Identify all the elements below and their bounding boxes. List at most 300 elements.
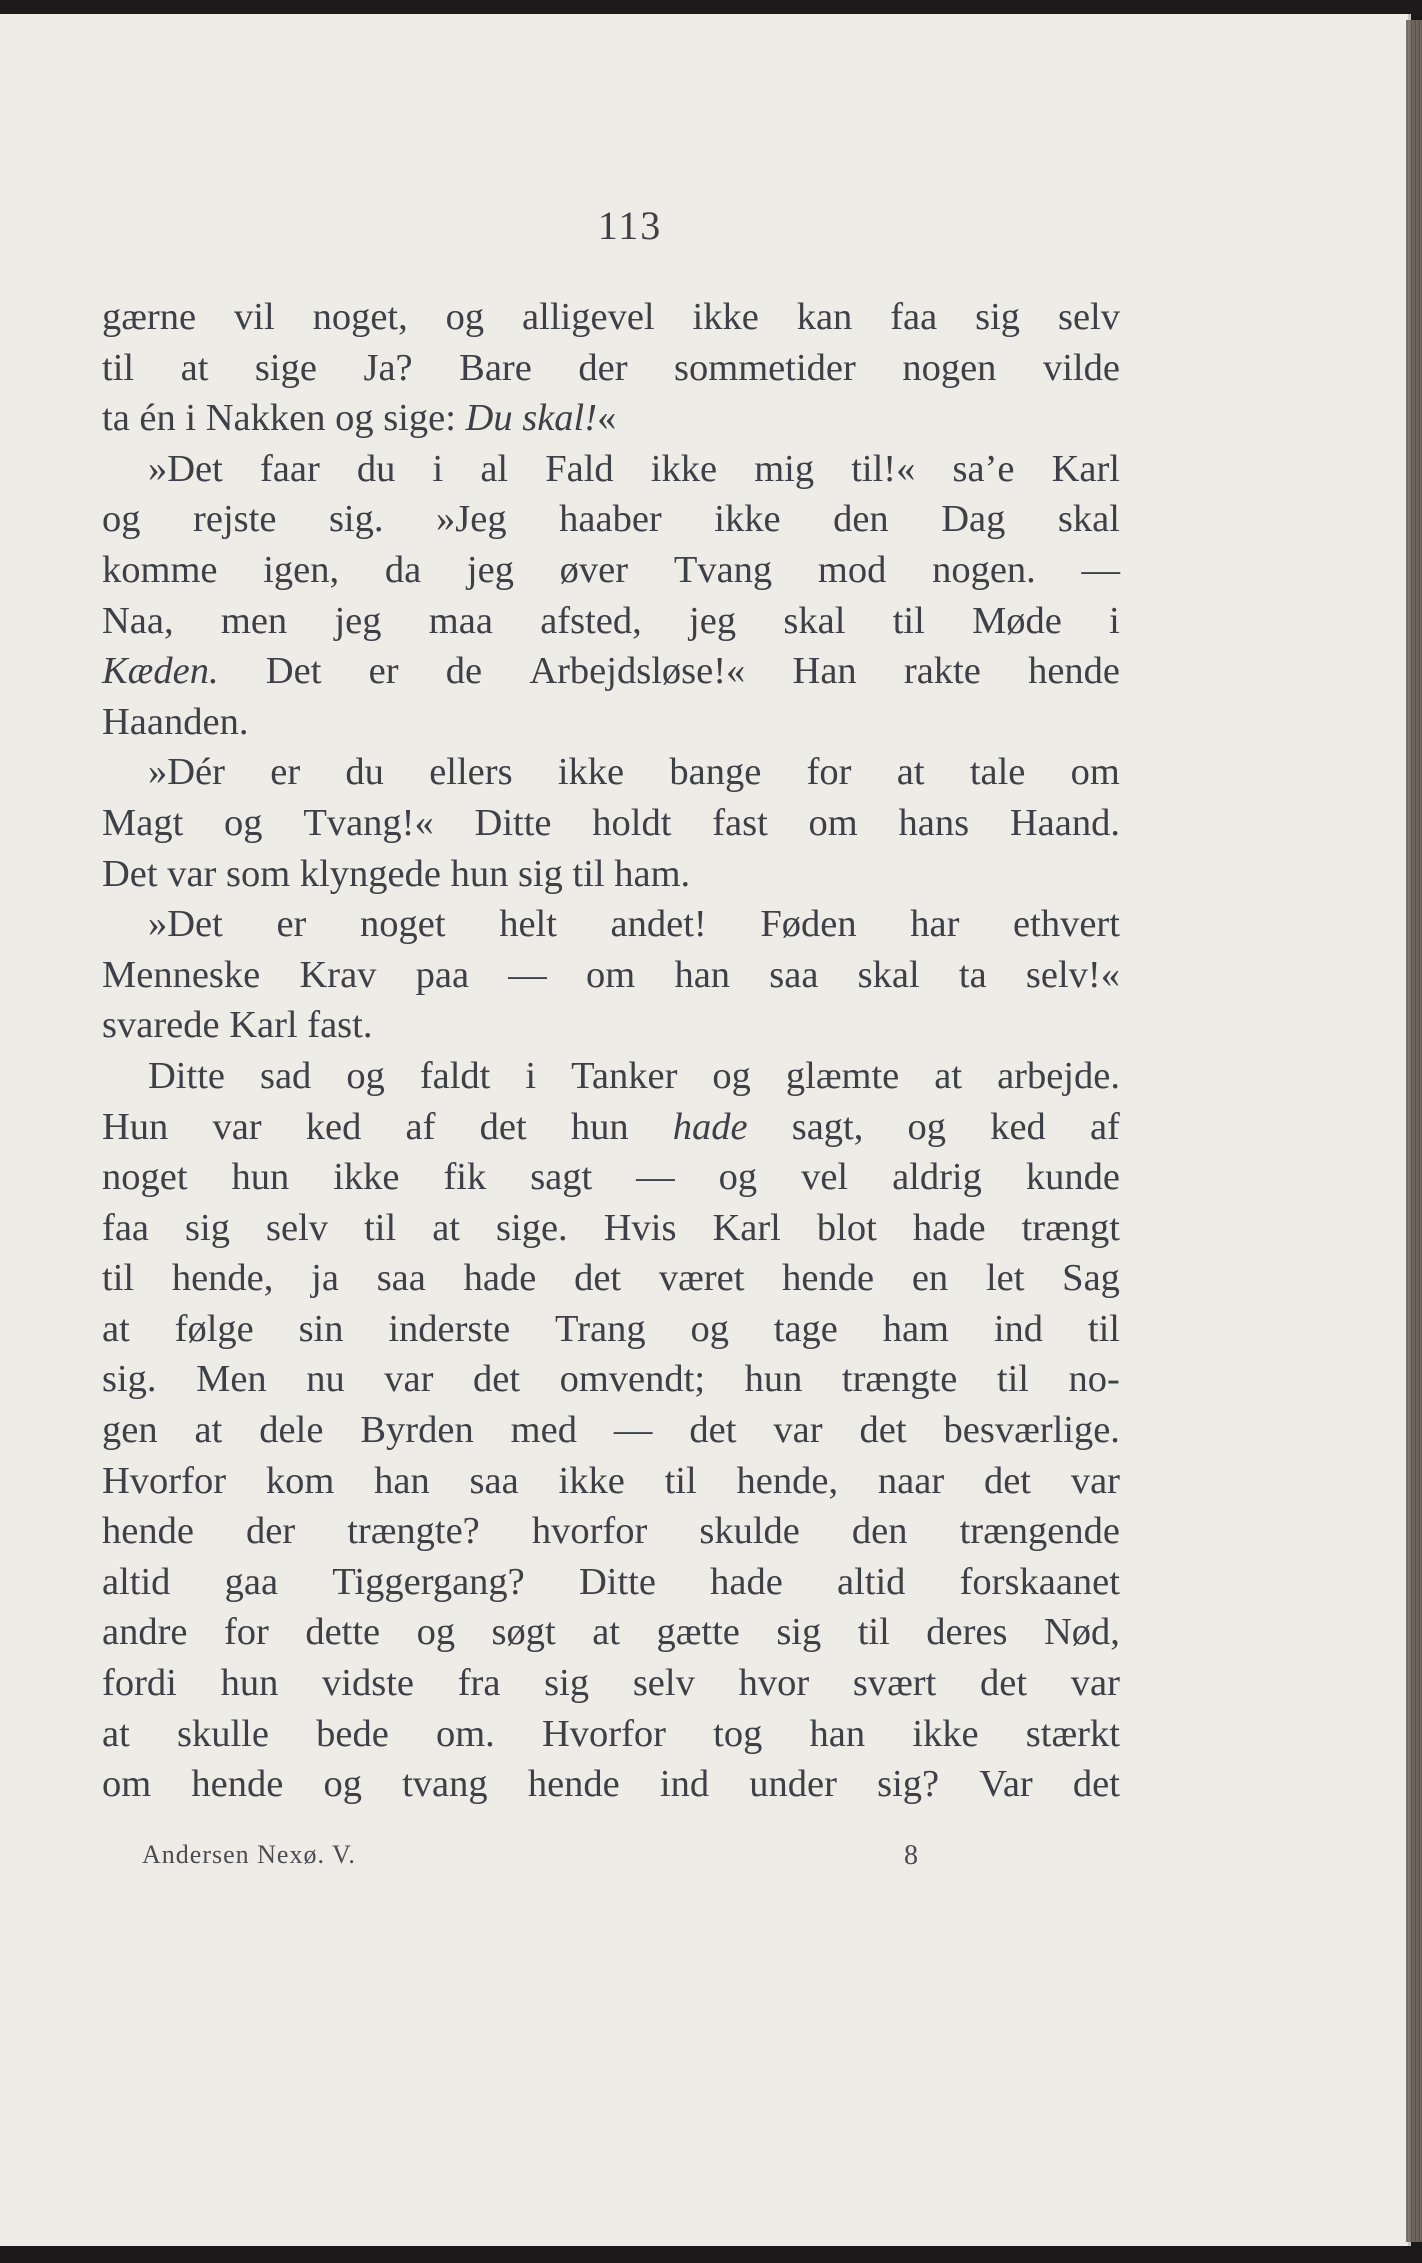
text-word: afsted, [540, 599, 642, 642]
text-word: nogen [902, 346, 997, 389]
text-word: Hun [102, 1105, 169, 1148]
text-word: klyngede [299, 852, 451, 895]
text-word: at [432, 1206, 460, 1249]
text-word: « [597, 397, 617, 440]
text-word: til [364, 1206, 397, 1249]
text-line [102, 1405, 1120, 1456]
text-word: Naa, [102, 599, 174, 642]
text-word: det [980, 1662, 1028, 1705]
text-word: selv [1057, 296, 1120, 338]
text-word: sige: [383, 397, 466, 440]
text-word: og [346, 1054, 385, 1097]
text-word: besværlige. [943, 1409, 1120, 1452]
text-word: i [525, 1054, 537, 1097]
text-word: at [934, 1054, 963, 1097]
text-word: selv [266, 1206, 329, 1249]
text-word: i [185, 397, 206, 440]
text-word: sin [298, 1307, 344, 1350]
text-word: der [578, 346, 628, 389]
text-word: tog [713, 1712, 763, 1755]
text-word: det [479, 1105, 527, 1148]
text-word: var [1070, 1459, 1120, 1502]
text-word: ked [305, 1105, 362, 1148]
text-word: til [996, 1358, 1029, 1401]
text-word: naar [877, 1459, 945, 1502]
text-word: hende [527, 1763, 620, 1806]
text-line [102, 1000, 1120, 1051]
text-line [102, 393, 1120, 444]
text-word: nogen. [932, 548, 1036, 591]
text-word: bange [669, 751, 762, 794]
text-word: til [892, 599, 925, 642]
text-word: stærkt [1025, 1712, 1120, 1755]
text-word: Føden [760, 903, 857, 946]
text-word: Arbejdsløse!« [529, 650, 746, 693]
text-line [102, 747, 1120, 798]
text-word: sa’e [952, 447, 1015, 490]
text-word: og [224, 801, 263, 844]
text-line [102, 1607, 1120, 1658]
text-word: Bare [459, 346, 532, 389]
text-word: Var [979, 1763, 1033, 1806]
text-word: om. [435, 1712, 495, 1755]
text-word: forskaanet [959, 1560, 1120, 1603]
text-word: er [276, 903, 307, 946]
text-word: til [102, 1257, 135, 1300]
text-line [102, 899, 1120, 950]
text-word: trængte? [347, 1510, 480, 1553]
text-word: »Jeg [436, 498, 507, 541]
text-word: i [432, 447, 444, 490]
text-word: sagt [530, 1156, 593, 1199]
text-word: vilde [1042, 346, 1120, 389]
text-word: den [851, 1510, 908, 1553]
text-word: til [857, 1611, 890, 1654]
text-word: gærne [102, 296, 197, 338]
text-word: sig [185, 1206, 230, 1249]
text-word: svarede [102, 1004, 230, 1047]
text-word: at [896, 751, 925, 794]
text-word: saa [376, 1257, 426, 1300]
text-word: selv!« [1025, 953, 1120, 996]
text-word: og [712, 1054, 751, 1097]
text-word: hende, [736, 1459, 839, 1502]
text-word: Dag [941, 498, 1006, 541]
text-word: »Dér [148, 751, 225, 794]
body-text [102, 292, 1120, 1810]
text-word: Haand. [1009, 801, 1120, 844]
text-word: sig [776, 1611, 822, 1654]
text-word: til [1087, 1307, 1120, 1350]
text-word: andre [102, 1611, 188, 1654]
text-word: tage [773, 1307, 838, 1350]
text-line [102, 1102, 1120, 1153]
text-word: Byrden [360, 1409, 474, 1452]
text-word: Krav [299, 953, 377, 996]
text-word: paa [415, 953, 470, 996]
text-word: vidste [322, 1662, 414, 1705]
text-word: fra [457, 1662, 501, 1705]
text-word: hende, [171, 1257, 274, 1300]
text-word: i [1109, 599, 1120, 642]
text-word: sig [975, 296, 1021, 338]
text-line [102, 1354, 1120, 1405]
text-word: Tvang!« [303, 801, 434, 844]
text-word: hende [782, 1257, 875, 1300]
text-word: omvendt; [559, 1358, 706, 1401]
text-word: aldrig [892, 1156, 982, 1199]
text-word: Tanker [571, 1054, 678, 1097]
text-word: ta [102, 397, 140, 440]
text-word: skal [783, 599, 846, 642]
text-word: til [664, 1459, 697, 1502]
text-word: arbejde. [997, 1054, 1120, 1097]
text-word: komme [102, 548, 218, 591]
text-word: det [859, 1409, 907, 1452]
text-word: sig? [877, 1763, 940, 1806]
text-word: Menneske [102, 953, 261, 996]
text-word: om [808, 801, 858, 844]
text-word: han [674, 953, 731, 996]
text-word: ikke [692, 296, 759, 338]
text-word: Haanden. [102, 700, 249, 743]
text-word: skulle [176, 1712, 269, 1755]
text-word: skal [857, 953, 920, 996]
text-word: sige [254, 346, 317, 389]
text-word: tvang [402, 1763, 488, 1806]
text-word: ellers [429, 751, 513, 794]
text-word: du [356, 447, 396, 490]
text-word: deres [926, 1611, 1008, 1654]
text-word: var [212, 1105, 262, 1148]
text-line [102, 444, 1120, 495]
text-word: kom [265, 1459, 335, 1502]
text-word: mig [754, 447, 815, 490]
text-word: faa [102, 1206, 149, 1249]
text-word: som [226, 852, 300, 895]
text-line [102, 343, 1120, 394]
text-word: ta [958, 953, 987, 996]
text-word: de [445, 650, 483, 693]
text-word: at [180, 346, 209, 389]
text-word: ikke [714, 498, 781, 541]
text-word: hvor [738, 1662, 810, 1705]
text-line [102, 545, 1120, 596]
text-word: — [508, 953, 547, 996]
text-word: en [911, 1257, 949, 1300]
text-word: ja [311, 1257, 339, 1300]
text-word: ikke [333, 1156, 400, 1199]
text-word: hun [744, 1358, 803, 1401]
text-word: Ditte [578, 1560, 656, 1603]
text-word: inderste [388, 1307, 511, 1350]
text-word: bede [316, 1712, 389, 1755]
text-word: altid [836, 1560, 906, 1603]
text-word: hvorfor [531, 1510, 648, 1553]
text-word: søgt [491, 1611, 556, 1654]
text-word: sommetider [674, 346, 856, 389]
text-word: og [445, 296, 485, 338]
text-word: blot [816, 1206, 877, 1249]
text-word: Sag [1062, 1257, 1120, 1300]
text-word: jeg [466, 548, 514, 591]
text-word: Det [102, 852, 168, 895]
text-word: og [416, 1611, 456, 1654]
text-word: hade [463, 1257, 537, 1300]
scan-top-border [0, 0, 1422, 14]
text-word: ked [990, 1105, 1046, 1148]
text-word: jeg [334, 599, 382, 642]
text-word: trængte [841, 1358, 958, 1401]
text-word: sagt, [791, 1105, 864, 1148]
text-word: vil [234, 296, 275, 338]
text-word: fordi [102, 1662, 177, 1705]
text-word: Trang [555, 1307, 646, 1350]
footer-author-volume: Andersen Nexø. V. [142, 1840, 356, 1869]
text-word: Hvis [603, 1206, 677, 1249]
text-word: om [586, 953, 636, 996]
text-line [102, 1152, 1120, 1203]
text-word: noget [102, 1156, 188, 1199]
text-word: sig [517, 852, 573, 895]
text-line [102, 1253, 1120, 1304]
text-word: rakte [903, 650, 981, 693]
text-word: ikke [650, 447, 718, 490]
footer-signature-mark: 8 [904, 1840, 919, 1871]
text-word: den [833, 498, 889, 541]
text-line [102, 1759, 1120, 1810]
text-word: han [809, 1712, 866, 1755]
page-stack-edge [1406, 20, 1422, 2242]
text-word: han [374, 1459, 430, 1502]
text-word: skal [1057, 498, 1120, 541]
text-line [102, 950, 1120, 1001]
text-word: ham. [614, 852, 691, 895]
text-line [102, 1051, 1120, 1102]
text-word: for [223, 1611, 269, 1654]
text-word: og [323, 1763, 362, 1806]
text-word: gen [102, 1409, 158, 1452]
text-word: Ja? [363, 346, 413, 389]
text-word: Tiggergang? [332, 1560, 525, 1603]
text-word: Nakken [205, 397, 336, 440]
text-word: andet! [610, 903, 707, 946]
text-word: men [220, 599, 288, 642]
text-word: trængende [959, 1510, 1120, 1553]
text-word: saa [469, 1459, 519, 1502]
text-word: hade [912, 1206, 986, 1249]
text-word: hende [191, 1763, 284, 1806]
text-word: hun [450, 852, 518, 895]
text-word: én [139, 397, 186, 440]
text-word: ethvert [1013, 903, 1120, 946]
text-word: med [510, 1409, 577, 1452]
text-word: — [636, 1156, 675, 1199]
text-word: faar [259, 447, 320, 490]
text-word: fik [443, 1156, 487, 1199]
text-word: det [1072, 1763, 1120, 1806]
text-word: været [658, 1257, 745, 1300]
text-word: Møde [972, 599, 1062, 642]
text-word: det [983, 1459, 1031, 1502]
text-word: no- [1068, 1358, 1120, 1401]
text-word: kunde [1025, 1156, 1120, 1199]
text-word: hun [231, 1156, 290, 1199]
text-word: Hvorfor [541, 1712, 666, 1755]
text-word: Du [465, 397, 523, 440]
text-word: Hvorfor [102, 1459, 227, 1502]
text-word: noget, [312, 296, 408, 338]
text-word: alligevel [522, 296, 655, 338]
text-word: hende [102, 1510, 194, 1553]
text-word: under [749, 1763, 837, 1806]
text-word: Det [265, 650, 322, 693]
text-word: ikke [912, 1712, 979, 1755]
text-word: ind [659, 1763, 710, 1806]
text-word: at [194, 1409, 223, 1452]
text-word: saa [769, 953, 819, 996]
text-word: ikke [557, 751, 625, 794]
text-word: ind [993, 1307, 1044, 1350]
text-word: var [1070, 1662, 1120, 1705]
text-word: at [102, 1307, 130, 1350]
text-line [102, 1557, 1120, 1608]
page-footer [142, 1840, 942, 1880]
text-word: trængt [1021, 1206, 1120, 1249]
text-word: helt [499, 903, 557, 946]
text-word: sig. [102, 1358, 157, 1401]
text-word: følge [174, 1307, 254, 1350]
text-word: hade [710, 1560, 783, 1603]
text-word: var [167, 852, 227, 895]
text-word: — [613, 1409, 653, 1452]
text-word: gaa [224, 1560, 279, 1603]
text-word: mod [817, 548, 887, 591]
text-word: og [690, 1307, 729, 1350]
text-word: da [384, 548, 422, 591]
text-word: hun [220, 1662, 279, 1705]
text-word: hun [570, 1105, 629, 1148]
text-word: at [592, 1611, 620, 1654]
text-word: der [245, 1510, 296, 1553]
text-line [102, 596, 1120, 647]
text-word: jeg [689, 599, 737, 642]
text-word: hende [1028, 650, 1120, 693]
text-word: hade [672, 1105, 748, 1148]
text-word: det [689, 1409, 737, 1452]
text-word: dele [259, 1409, 324, 1452]
text-word: sig. [328, 498, 384, 541]
text-word: og [102, 498, 141, 541]
text-word: var [384, 1358, 434, 1401]
text-word: af [1089, 1105, 1120, 1148]
text-word: ham [882, 1307, 950, 1350]
text-line [102, 646, 1120, 697]
text-line [102, 292, 1120, 343]
text-line [102, 494, 1120, 545]
text-word: sig [544, 1662, 590, 1705]
text-word: noget [360, 903, 446, 946]
text-word: øver [559, 548, 629, 591]
text-line [102, 1506, 1120, 1557]
text-word: tale [969, 751, 1026, 794]
text-word: faldt [419, 1054, 491, 1097]
book-page [0, 14, 1411, 2246]
text-word: Kæden. [102, 650, 219, 693]
text-word: skulde [699, 1510, 800, 1553]
text-word: ikke [558, 1459, 625, 1502]
text-word: Tvang [673, 548, 773, 591]
text-word: Karl [1051, 447, 1120, 490]
text-line [102, 1304, 1120, 1355]
text-word: al [480, 447, 509, 490]
text-word: og [718, 1156, 758, 1199]
text-word: maa [428, 599, 493, 642]
text-word: Fald [545, 447, 614, 490]
text-word: Men [196, 1358, 267, 1401]
text-word: det [574, 1257, 622, 1300]
text-word: haaber [559, 498, 662, 541]
text-word: Nød, [1043, 1611, 1120, 1654]
text-word: altid [102, 1560, 171, 1603]
text-word: fast. [307, 1004, 373, 1047]
text-word: Karl [229, 1004, 308, 1047]
text-word: Han [792, 650, 857, 693]
text-word: hans [898, 801, 970, 844]
text-word: vel [801, 1156, 849, 1199]
text-word: rejste [193, 498, 277, 541]
text-line [102, 1658, 1120, 1709]
text-word: holdt [592, 801, 672, 844]
text-word: har [910, 903, 960, 946]
text-line [102, 798, 1120, 849]
text-word: — [1081, 548, 1120, 591]
text-word: sige. [496, 1206, 568, 1249]
text-word: at [102, 1712, 130, 1755]
text-word: var [773, 1409, 823, 1452]
text-word: sad [259, 1054, 312, 1097]
text-word: igen, [263, 548, 340, 591]
text-word: til [102, 346, 135, 389]
text-word: skal! [522, 397, 598, 440]
text-word: om [102, 1763, 152, 1806]
text-word: Ditte [474, 801, 552, 844]
text-line [102, 1456, 1120, 1507]
text-line [102, 1709, 1120, 1760]
text-word: Ditte [148, 1054, 225, 1097]
text-word: selv [632, 1662, 695, 1705]
text-word: er [368, 650, 399, 693]
text-line [102, 697, 1120, 748]
text-word: og [907, 1105, 947, 1148]
text-word: Karl [712, 1206, 781, 1249]
text-line [102, 849, 1120, 900]
text-word: fast [712, 801, 768, 844]
text-word: du [345, 751, 384, 794]
text-word: kan [796, 296, 853, 338]
text-word: til!« [851, 447, 916, 490]
text-word: om [1070, 751, 1120, 794]
text-word: til [572, 852, 615, 895]
text-word: for [806, 751, 852, 794]
text-line [102, 1203, 1120, 1254]
page-number: 113 [597, 203, 663, 248]
text-word: »Det [148, 447, 223, 490]
text-word: faa [890, 296, 938, 338]
text-word: gætte [656, 1611, 740, 1654]
text-word: svært [852, 1662, 937, 1705]
text-word: af [405, 1105, 436, 1148]
